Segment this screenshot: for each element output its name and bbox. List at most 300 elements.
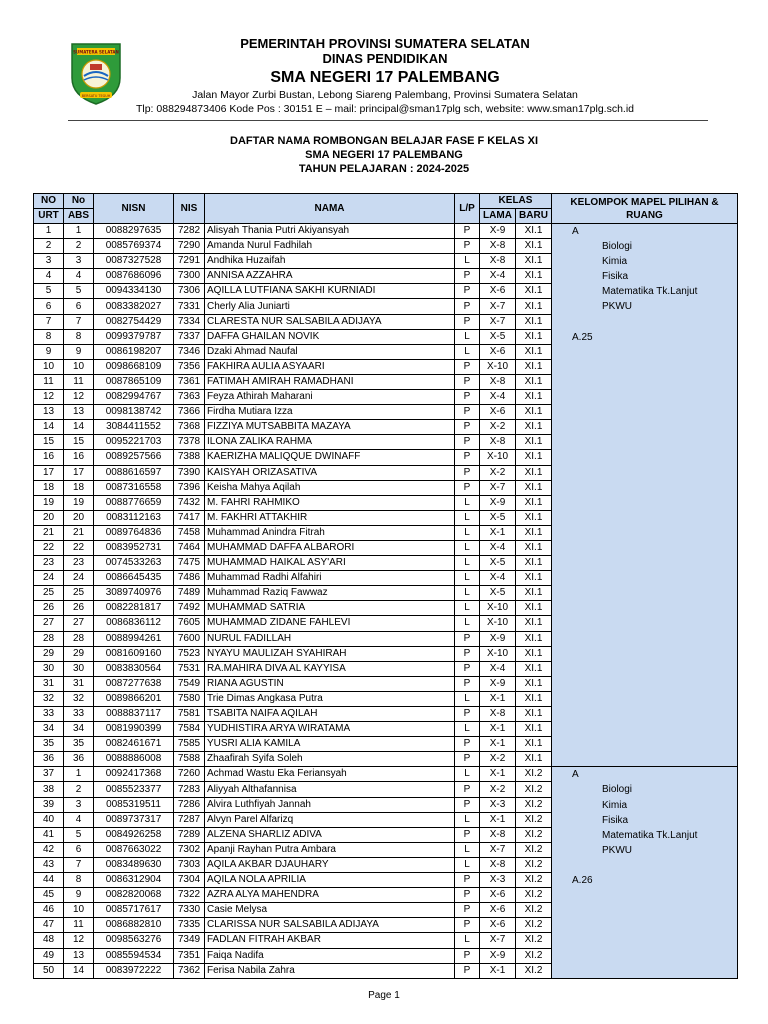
row-nis: 7300 — [174, 269, 205, 284]
row-nisn: 0085319511 — [94, 797, 174, 812]
row-nisn: 0082281817 — [94, 601, 174, 616]
row-nama: Faiqa Nadifa — [205, 948, 455, 963]
row-no-abs: 5 — [64, 284, 94, 299]
row-nis: 7584 — [174, 722, 205, 737]
row-nis: 7523 — [174, 646, 205, 661]
row-nama: DAFFA GHAILAN NOVIK — [205, 329, 455, 344]
row-kelas-lama: X-4 — [480, 390, 516, 405]
table-row — [34, 767, 738, 782]
row-kelas-baru: XI.1 — [516, 540, 552, 555]
row-nama: Alisyah Thania Putri Akiyansyah — [205, 224, 455, 239]
row-nis: 7362 — [174, 963, 205, 978]
row-lp: L — [455, 691, 480, 706]
letterhead-divider — [68, 120, 708, 121]
letterhead — [130, 36, 640, 116]
provincial-logo — [68, 38, 124, 106]
row-kelas-baru: XI.1 — [516, 450, 552, 465]
row-nis: 7286 — [174, 797, 205, 812]
row-kelas-baru: XI.1 — [516, 631, 552, 646]
row-nama: Casie Melysa — [205, 903, 455, 918]
row-no-urt: 43 — [34, 857, 64, 872]
row-nisn: 0085717617 — [94, 903, 174, 918]
row-no-urt: 13 — [34, 405, 64, 420]
row-no-urt: 44 — [34, 873, 64, 888]
row-nama: FADLAN FITRAH AKBAR — [205, 933, 455, 948]
row-nisn: 0081609160 — [94, 646, 174, 661]
row-lp: L — [455, 722, 480, 737]
row-lp: P — [455, 797, 480, 812]
row-nis: 7464 — [174, 540, 205, 555]
ruang-label: A.26 — [572, 875, 593, 887]
row-nis: 7581 — [174, 707, 205, 722]
row-no-urt: 4 — [34, 269, 64, 284]
row-no-abs: 13 — [64, 405, 94, 420]
row-nama: Keisha Mahya Aqilah — [205, 480, 455, 495]
row-nama: ILONA ZALIKA RAHMA — [205, 435, 455, 450]
row-lp: L — [455, 525, 480, 540]
row-kelas-baru: XI.2 — [516, 812, 552, 827]
row-no-abs: 3 — [64, 797, 94, 812]
row-nama: TSABITA NAIFA AQILAH — [205, 707, 455, 722]
row-no-urt: 45 — [34, 888, 64, 903]
page-number: Page 1 — [368, 990, 400, 1001]
row-no-abs: 6 — [64, 842, 94, 857]
row-no-urt: 46 — [34, 903, 64, 918]
row-nama: Muhammad Anindra Fitrah — [205, 525, 455, 540]
row-kelas-lama: X-1 — [480, 525, 516, 540]
row-nisn: 0085769374 — [94, 239, 174, 254]
row-kelas-baru: XI.2 — [516, 888, 552, 903]
row-nis: 7531 — [174, 661, 205, 676]
row-kelas-lama: X-7 — [480, 842, 516, 857]
row-nisn: 0098138742 — [94, 405, 174, 420]
subject-item: Biologi — [602, 784, 633, 796]
row-nama: AQILLA LUTFIANA SAKHI KURNIADI — [205, 284, 455, 299]
row-lp: P — [455, 707, 480, 722]
row-lp: P — [455, 963, 480, 978]
row-nis: 7366 — [174, 405, 205, 420]
row-kelas-baru: XI.1 — [516, 646, 552, 661]
row-nisn: 0086882810 — [94, 918, 174, 933]
document-title — [0, 134, 768, 176]
row-lp: P — [455, 359, 480, 374]
col-header-lama: LAMA — [480, 209, 516, 224]
col-header-nis: NIS — [174, 194, 205, 224]
subject-item: Matematika Tk.Lanjut — [602, 829, 698, 841]
row-lp: P — [455, 873, 480, 888]
row-no-abs: 9 — [64, 344, 94, 359]
row-kelas-lama: X-8 — [480, 374, 516, 389]
row-no-urt: 39 — [34, 797, 64, 812]
document-title-line2: SMA NEGERI 17 PALEMBANG — [305, 149, 463, 161]
row-no-urt: 19 — [34, 495, 64, 510]
row-no-urt: 36 — [34, 752, 64, 767]
row-kelas-lama: X-6 — [480, 344, 516, 359]
row-nisn: 0085523377 — [94, 782, 174, 797]
row-no-urt: 23 — [34, 556, 64, 571]
row-nama: YUSRI ALIA KAMILA — [205, 737, 455, 752]
row-nis: 7396 — [174, 480, 205, 495]
row-kelas-lama: X-4 — [480, 540, 516, 555]
col-header-kelas: KELAS — [480, 194, 552, 209]
row-nis: 7600 — [174, 631, 205, 646]
row-no-urt: 20 — [34, 510, 64, 525]
row-nisn: 0088297635 — [94, 224, 174, 239]
row-kelas-baru: XI.2 — [516, 767, 552, 782]
row-lp: P — [455, 420, 480, 435]
row-kelas-baru: XI.2 — [516, 782, 552, 797]
row-no-urt: 31 — [34, 676, 64, 691]
row-no-abs: 25 — [64, 586, 94, 601]
row-no-abs: 1 — [64, 224, 94, 239]
row-nisn: 0089257566 — [94, 450, 174, 465]
row-kelas-lama: X-6 — [480, 918, 516, 933]
row-kelas-baru: XI.1 — [516, 254, 552, 269]
row-kelas-lama: X-9 — [480, 224, 516, 239]
row-kelas-baru: XI.2 — [516, 918, 552, 933]
row-nisn: 0089866201 — [94, 691, 174, 706]
row-no-urt: 28 — [34, 631, 64, 646]
row-kelas-lama: X-6 — [480, 903, 516, 918]
row-kelas-baru: XI.1 — [516, 495, 552, 510]
row-no-urt: 15 — [34, 435, 64, 450]
row-nisn: 0083489630 — [94, 857, 174, 872]
row-kelas-baru: XI.2 — [516, 842, 552, 857]
document-title-line1: DAFTAR NAMA ROMBONGAN BELAJAR FASE F KELAS XI — [230, 135, 538, 147]
col-header-urt: URT — [34, 209, 64, 224]
row-lp: P — [455, 661, 480, 676]
row-nama: FAKHIRA AULIA ASYAARI — [205, 359, 455, 374]
row-no-abs: 1 — [64, 767, 94, 782]
row-kelas-lama: X-6 — [480, 405, 516, 420]
row-nama: Achmad Wastu Eka Feriansyah — [205, 767, 455, 782]
row-nama: MUHAMMAD SATRIA — [205, 601, 455, 616]
row-nama: Feyza Athirah Maharani — [205, 390, 455, 405]
row-kelas-lama: X-8 — [480, 857, 516, 872]
row-no-abs: 31 — [64, 676, 94, 691]
row-kelas-lama: X-8 — [480, 435, 516, 450]
row-kelas-lama: X-4 — [480, 661, 516, 676]
row-nis: 7390 — [174, 465, 205, 480]
row-no-urt: 32 — [34, 691, 64, 706]
row-nis: 7346 — [174, 344, 205, 359]
row-nis: 7363 — [174, 390, 205, 405]
row-no-abs: 5 — [64, 827, 94, 842]
row-no-abs: 7 — [64, 857, 94, 872]
document-title-line3: TAHUN PELAJARAN : 2024-2025 — [298, 163, 470, 175]
row-nisn: 0087663022 — [94, 842, 174, 857]
row-kelas-lama: X-7 — [480, 299, 516, 314]
row-kelas-lama: X-8 — [480, 827, 516, 842]
row-nama: Cherly Alia Juniarti — [205, 299, 455, 314]
row-nis: 7302 — [174, 842, 205, 857]
spacer — [554, 858, 735, 873]
subject-item: Matematika Tk.Lanjut — [602, 286, 698, 298]
row-nis: 7588 — [174, 752, 205, 767]
row-nis: 7361 — [174, 374, 205, 389]
row-kelas-baru: XI.1 — [516, 344, 552, 359]
col-header-baru: BARU — [516, 209, 552, 224]
row-no-urt: 5 — [34, 284, 64, 299]
row-kelas-lama: X-3 — [480, 797, 516, 812]
kelompok-label: A — [572, 226, 579, 237]
row-kelas-baru: XI.1 — [516, 676, 552, 691]
row-lp: L — [455, 857, 480, 872]
row-nisn: 0087686096 — [94, 269, 174, 284]
row-nama: AQILA NOLA APRILIA — [205, 873, 455, 888]
row-no-urt: 3 — [34, 254, 64, 269]
row-nis: 7580 — [174, 691, 205, 706]
row-nama: YUDHISTIRA ARYA WIRATAMA — [205, 722, 455, 737]
row-nisn: 3084411552 — [94, 420, 174, 435]
subject-item: Fisika — [602, 271, 629, 283]
row-nama: Apanji Rayhan Putra Ambara — [205, 842, 455, 857]
row-nama: M. FAHRI RAHMIKO — [205, 495, 455, 510]
row-no-urt: 18 — [34, 480, 64, 495]
row-no-urt: 2 — [34, 239, 64, 254]
row-nama: CLARESTA NUR SALSABILA ADIJAYA — [205, 314, 455, 329]
kelompok-label: A — [572, 769, 579, 781]
row-nisn: 0086312904 — [94, 873, 174, 888]
row-nis: 7283 — [174, 782, 205, 797]
row-no-urt: 21 — [34, 525, 64, 540]
row-nisn: 0082820068 — [94, 888, 174, 903]
row-lp: P — [455, 224, 480, 239]
row-no-urt: 10 — [34, 359, 64, 374]
subject-item: Fisika — [602, 814, 629, 826]
row-kelas-lama: X-7 — [480, 314, 516, 329]
col-header-nama: NAMA — [205, 194, 455, 224]
subject-item: PKWU — [602, 844, 632, 856]
row-nis: 7388 — [174, 450, 205, 465]
row-no-abs: 20 — [64, 510, 94, 525]
row-no-urt: 8 — [34, 329, 64, 344]
row-nis: 7291 — [174, 254, 205, 269]
row-nis: 7417 — [174, 510, 205, 525]
row-no-abs: 19 — [64, 495, 94, 510]
row-kelas-lama: X-1 — [480, 812, 516, 827]
row-no-abs: 30 — [64, 661, 94, 676]
row-kelas-baru: XI.1 — [516, 752, 552, 767]
row-kelas-baru: XI.1 — [516, 359, 552, 374]
row-kelas-baru: XI.1 — [516, 601, 552, 616]
row-no-abs: 10 — [64, 903, 94, 918]
row-kelas-baru: XI.1 — [516, 224, 552, 239]
row-kelas-lama: X-7 — [480, 480, 516, 495]
row-nama: Alvira Luthfiyah Jannah — [205, 797, 455, 812]
row-nis: 7549 — [174, 676, 205, 691]
row-no-urt: 41 — [34, 827, 64, 842]
row-nis: 7356 — [174, 359, 205, 374]
row-kelas-baru: XI.2 — [516, 857, 552, 872]
spacer — [554, 315, 735, 330]
row-lp: L — [455, 601, 480, 616]
row-nisn: 0087316558 — [94, 480, 174, 495]
row-nama: Muhammad Radhi Alfahiri — [205, 571, 455, 586]
row-lp: L — [455, 767, 480, 782]
row-nama: NURUL FADILLAH — [205, 631, 455, 646]
row-kelas-baru: XI.1 — [516, 299, 552, 314]
row-no-urt: 47 — [34, 918, 64, 933]
row-no-abs: 10 — [64, 359, 94, 374]
row-lp: P — [455, 284, 480, 299]
row-kelas-baru: XI.1 — [516, 390, 552, 405]
row-nama: RIANA AGUSTIN — [205, 676, 455, 691]
table-row — [34, 224, 738, 239]
row-no-abs: 12 — [64, 390, 94, 405]
logo-text-bottom: BERSATU TEGUH — [81, 93, 111, 98]
roster-body — [34, 224, 738, 979]
row-nisn: 0094334130 — [94, 284, 174, 299]
row-nisn: 0083830564 — [94, 661, 174, 676]
subject-item: Biologi — [602, 241, 633, 253]
row-kelas-baru: XI.1 — [516, 737, 552, 752]
row-no-abs: 7 — [64, 314, 94, 329]
row-no-abs: 8 — [64, 329, 94, 344]
row-nama: AZRA ALYA MAHENDRA — [205, 888, 455, 903]
row-lp: L — [455, 616, 480, 631]
subject-item: PKWU — [602, 301, 632, 313]
row-kelas-lama: X-9 — [480, 495, 516, 510]
row-no-urt: 24 — [34, 571, 64, 586]
row-kelas-lama: X-10 — [480, 616, 516, 631]
row-no-urt: 7 — [34, 314, 64, 329]
row-kelas-baru: XI.1 — [516, 239, 552, 254]
row-nama: MUHAMMAD HAIKAL ASY'ARI — [205, 556, 455, 571]
row-no-urt: 33 — [34, 707, 64, 722]
row-nis: 7349 — [174, 933, 205, 948]
row-kelas-baru: XI.2 — [516, 948, 552, 963]
row-kelas-lama: X-1 — [480, 963, 516, 978]
row-nis: 7303 — [174, 857, 205, 872]
row-kelas-lama: X-3 — [480, 873, 516, 888]
row-kelas-lama: X-1 — [480, 722, 516, 737]
row-no-urt: 6 — [34, 299, 64, 314]
row-kelas-baru: XI.1 — [516, 661, 552, 676]
row-lp: P — [455, 450, 480, 465]
row-lp: L — [455, 812, 480, 827]
row-no-abs: 32 — [64, 691, 94, 706]
row-kelas-baru: XI.2 — [516, 827, 552, 842]
row-lp: P — [455, 269, 480, 284]
row-no-abs: 18 — [64, 480, 94, 495]
row-nis: 7289 — [174, 827, 205, 842]
row-kelas-baru: XI.1 — [516, 691, 552, 706]
row-nisn: 0089764836 — [94, 525, 174, 540]
row-no-urt: 30 — [34, 661, 64, 676]
row-no-urt: 1 — [34, 224, 64, 239]
row-kelas-baru: XI.1 — [516, 329, 552, 344]
row-no-abs: 17 — [64, 465, 94, 480]
row-nama: ANNISA AZZAHRA — [205, 269, 455, 284]
row-no-abs: 12 — [64, 933, 94, 948]
row-lp: P — [455, 480, 480, 495]
row-kelas-baru: XI.2 — [516, 873, 552, 888]
col-header-no: NO — [34, 194, 64, 209]
row-kelas-baru: XI.1 — [516, 465, 552, 480]
row-nisn: 0098563276 — [94, 933, 174, 948]
row-no-abs: 15 — [64, 435, 94, 450]
row-lp: P — [455, 676, 480, 691]
row-no-urt: 27 — [34, 616, 64, 631]
subject-item: Kimia — [602, 799, 628, 811]
row-kelas-baru: XI.1 — [516, 510, 552, 525]
row-no-abs: 35 — [64, 737, 94, 752]
row-kelas-lama: X-5 — [480, 329, 516, 344]
row-lp: P — [455, 827, 480, 842]
row-lp: P — [455, 314, 480, 329]
row-no-urt: 50 — [34, 963, 64, 978]
row-no-abs: 14 — [64, 963, 94, 978]
row-lp: P — [455, 299, 480, 314]
subject-item: Kimia — [602, 256, 628, 268]
row-nama: RA.MAHIRA DIVA AL KAYYISA — [205, 661, 455, 676]
row-lp: L — [455, 571, 480, 586]
row-kelas-lama: X-8 — [480, 239, 516, 254]
row-no-abs: 21 — [64, 525, 94, 540]
row-nis: 7432 — [174, 495, 205, 510]
row-nisn: 0088886008 — [94, 752, 174, 767]
row-kelas-baru: XI.1 — [516, 480, 552, 495]
row-nis: 7331 — [174, 299, 205, 314]
row-kelas-lama: X-6 — [480, 888, 516, 903]
row-no-urt: 11 — [34, 374, 64, 389]
row-no-abs: 23 — [64, 556, 94, 571]
row-no-urt: 12 — [34, 390, 64, 405]
row-lp: L — [455, 556, 480, 571]
row-no-abs: 2 — [64, 239, 94, 254]
row-nama: CLARISSA NUR SALSABILA ADIJAYA — [205, 918, 455, 933]
row-kelas-baru: XI.1 — [516, 616, 552, 631]
row-no-abs: 11 — [64, 918, 94, 933]
row-kelas-baru: XI.1 — [516, 269, 552, 284]
row-nisn: 0088616597 — [94, 465, 174, 480]
school-name: SMA NEGERI 17 PALEMBANG — [270, 69, 500, 86]
col-header-kelompok: KELOMPOK MAPEL PILIHAN & RUANG — [552, 194, 738, 224]
row-nama: KAERIZHA MALIQQUE DWINAFF — [205, 450, 455, 465]
row-nis: 7585 — [174, 737, 205, 752]
row-no-urt: 17 — [34, 465, 64, 480]
row-no-abs: 11 — [64, 374, 94, 389]
row-nisn: 3089740976 — [94, 586, 174, 601]
row-lp: L — [455, 329, 480, 344]
row-no-abs: 36 — [64, 752, 94, 767]
row-nis: 7475 — [174, 556, 205, 571]
row-no-urt: 35 — [34, 737, 64, 752]
row-no-abs: 2 — [64, 782, 94, 797]
row-no-abs: 34 — [64, 722, 94, 737]
row-kelas-baru: XI.1 — [516, 284, 552, 299]
row-lp: P — [455, 918, 480, 933]
row-lp: P — [455, 752, 480, 767]
row-nisn: 0086198207 — [94, 344, 174, 359]
row-no-abs: 3 — [64, 254, 94, 269]
row-no-urt: 40 — [34, 812, 64, 827]
row-lp: P — [455, 631, 480, 646]
row-no-urt: 38 — [34, 782, 64, 797]
row-nis: 7287 — [174, 812, 205, 827]
row-kelas-baru: XI.2 — [516, 903, 552, 918]
row-no-abs: 26 — [64, 601, 94, 616]
row-kelas-lama: X-10 — [480, 601, 516, 616]
row-no-abs: 13 — [64, 948, 94, 963]
row-nis: 7458 — [174, 525, 205, 540]
row-nisn: 0082754429 — [94, 314, 174, 329]
row-lp: L — [455, 254, 480, 269]
department-title: DINAS PENDIDIKAN — [322, 51, 448, 66]
row-nis: 7290 — [174, 239, 205, 254]
row-nis: 7335 — [174, 918, 205, 933]
